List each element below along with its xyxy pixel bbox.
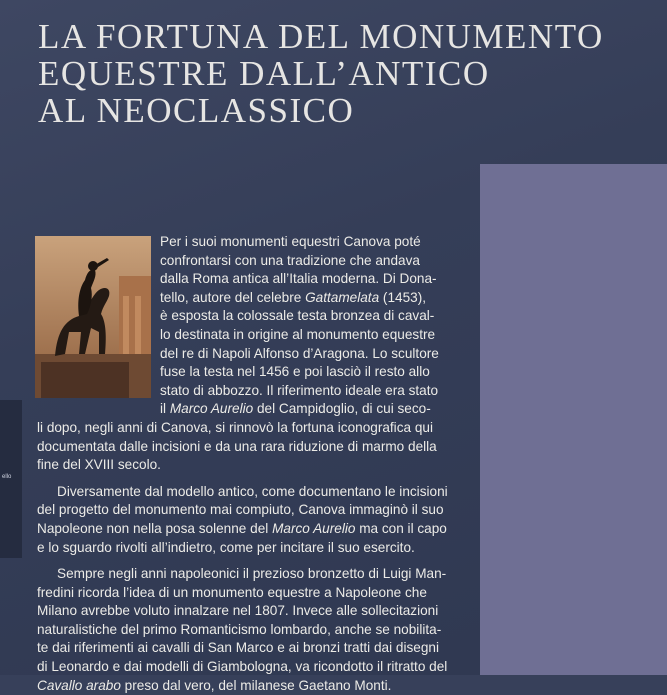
text-line: documentata dalle incisioni e da una rara riduzione di marmo della (37, 438, 437, 454)
italic-title: Cavallo arabo (37, 677, 121, 693)
text-line: li dopo, negli anni di Canova, si rinnovò la fortuna iconografica qui (37, 419, 433, 435)
panel-text (37, 233, 474, 695)
text-line: dalla Roma antica all’Italia moderna. Di Dona- (160, 271, 437, 287)
text-line: del progetto del monumento mai compiuto, Canova immaginò il suo (37, 502, 444, 518)
text-line: Per i suoi monumenti equestri Canova poté (160, 234, 421, 249)
text-line: confrontarsi con una tradizione che andava (160, 252, 420, 268)
text-line: e lo sguardo rivolti all’indietro, come per incitare il suo esercito. (37, 539, 415, 555)
italic-title: Marco Aurelio (272, 520, 356, 536)
title-line: AL NEOCLASSICO (38, 91, 355, 130)
paragraph-2 (37, 483, 474, 557)
text-line: il Marco Aurelio del Campidoglio, di cui seco- (160, 401, 431, 417)
text-line: Napoleone non nella posa solenne del Marco Aurelio ma con il capo (37, 520, 447, 536)
text-line: Cavallo arabo preso dal vero, del milanese Gaetano Monti. (37, 677, 392, 693)
text-line: fredini ricorda l’idea di un monumento equestre a Napoleone che (37, 584, 427, 600)
text-line: stato di abbozzo. Il riferimento ideale era stato (160, 382, 439, 398)
text-line: di Leonardo e dai modelli di Giambologna, va ricondotto il ritratto del (37, 659, 448, 675)
text-line: fuse la testa nel 1456 e poi lasciò il resto allo (160, 364, 430, 380)
text-line: Diversamente dal modello antico, come documentano le incisioni (57, 483, 448, 499)
paragraph-1 (37, 233, 474, 475)
text-line: te dai riferimenti ai cavalli di San Marco e ai bronzi tratti dai disegni (37, 640, 439, 656)
italic-title: Gattamelata (305, 289, 380, 305)
text-line: Sempre negli anni napoleonici il prezioso bronzetto di Luigi Man- (57, 566, 447, 582)
paragraph-3 (37, 565, 474, 695)
right-panel (480, 164, 667, 675)
text-line: Milano avrebbe voluto innalzare nel 1807. Invece alle sollecitazioni (37, 603, 439, 619)
paragraph-gap (37, 475, 474, 483)
text-line: fine del XVIII secolo. (37, 457, 161, 473)
paragraph-gap (37, 557, 474, 565)
text-line: tello, autore del celebre Gattamelata (1453), (160, 289, 427, 305)
title-line: EQUESTRE DALL’ANTICO (38, 54, 490, 93)
text-line: del re di Napoli Alfonso d’Aragona. Lo scultore (160, 345, 439, 361)
title-line: LA FORTUNA DEL MONUMENTO (38, 17, 604, 56)
text-line: naturalistiche del primo Romanticismo lombardo, anche se nobilita- (37, 621, 442, 637)
italic-title: Marco Aurelio (169, 401, 254, 417)
edge-tag: ello (2, 474, 12, 480)
text-line: è esposta la colossale testa bronzea di caval- (160, 308, 435, 324)
panel-title (38, 18, 667, 129)
text-line: lo destinata in origine al monumento equestre (160, 326, 436, 342)
left-edge-panel (0, 400, 22, 558)
